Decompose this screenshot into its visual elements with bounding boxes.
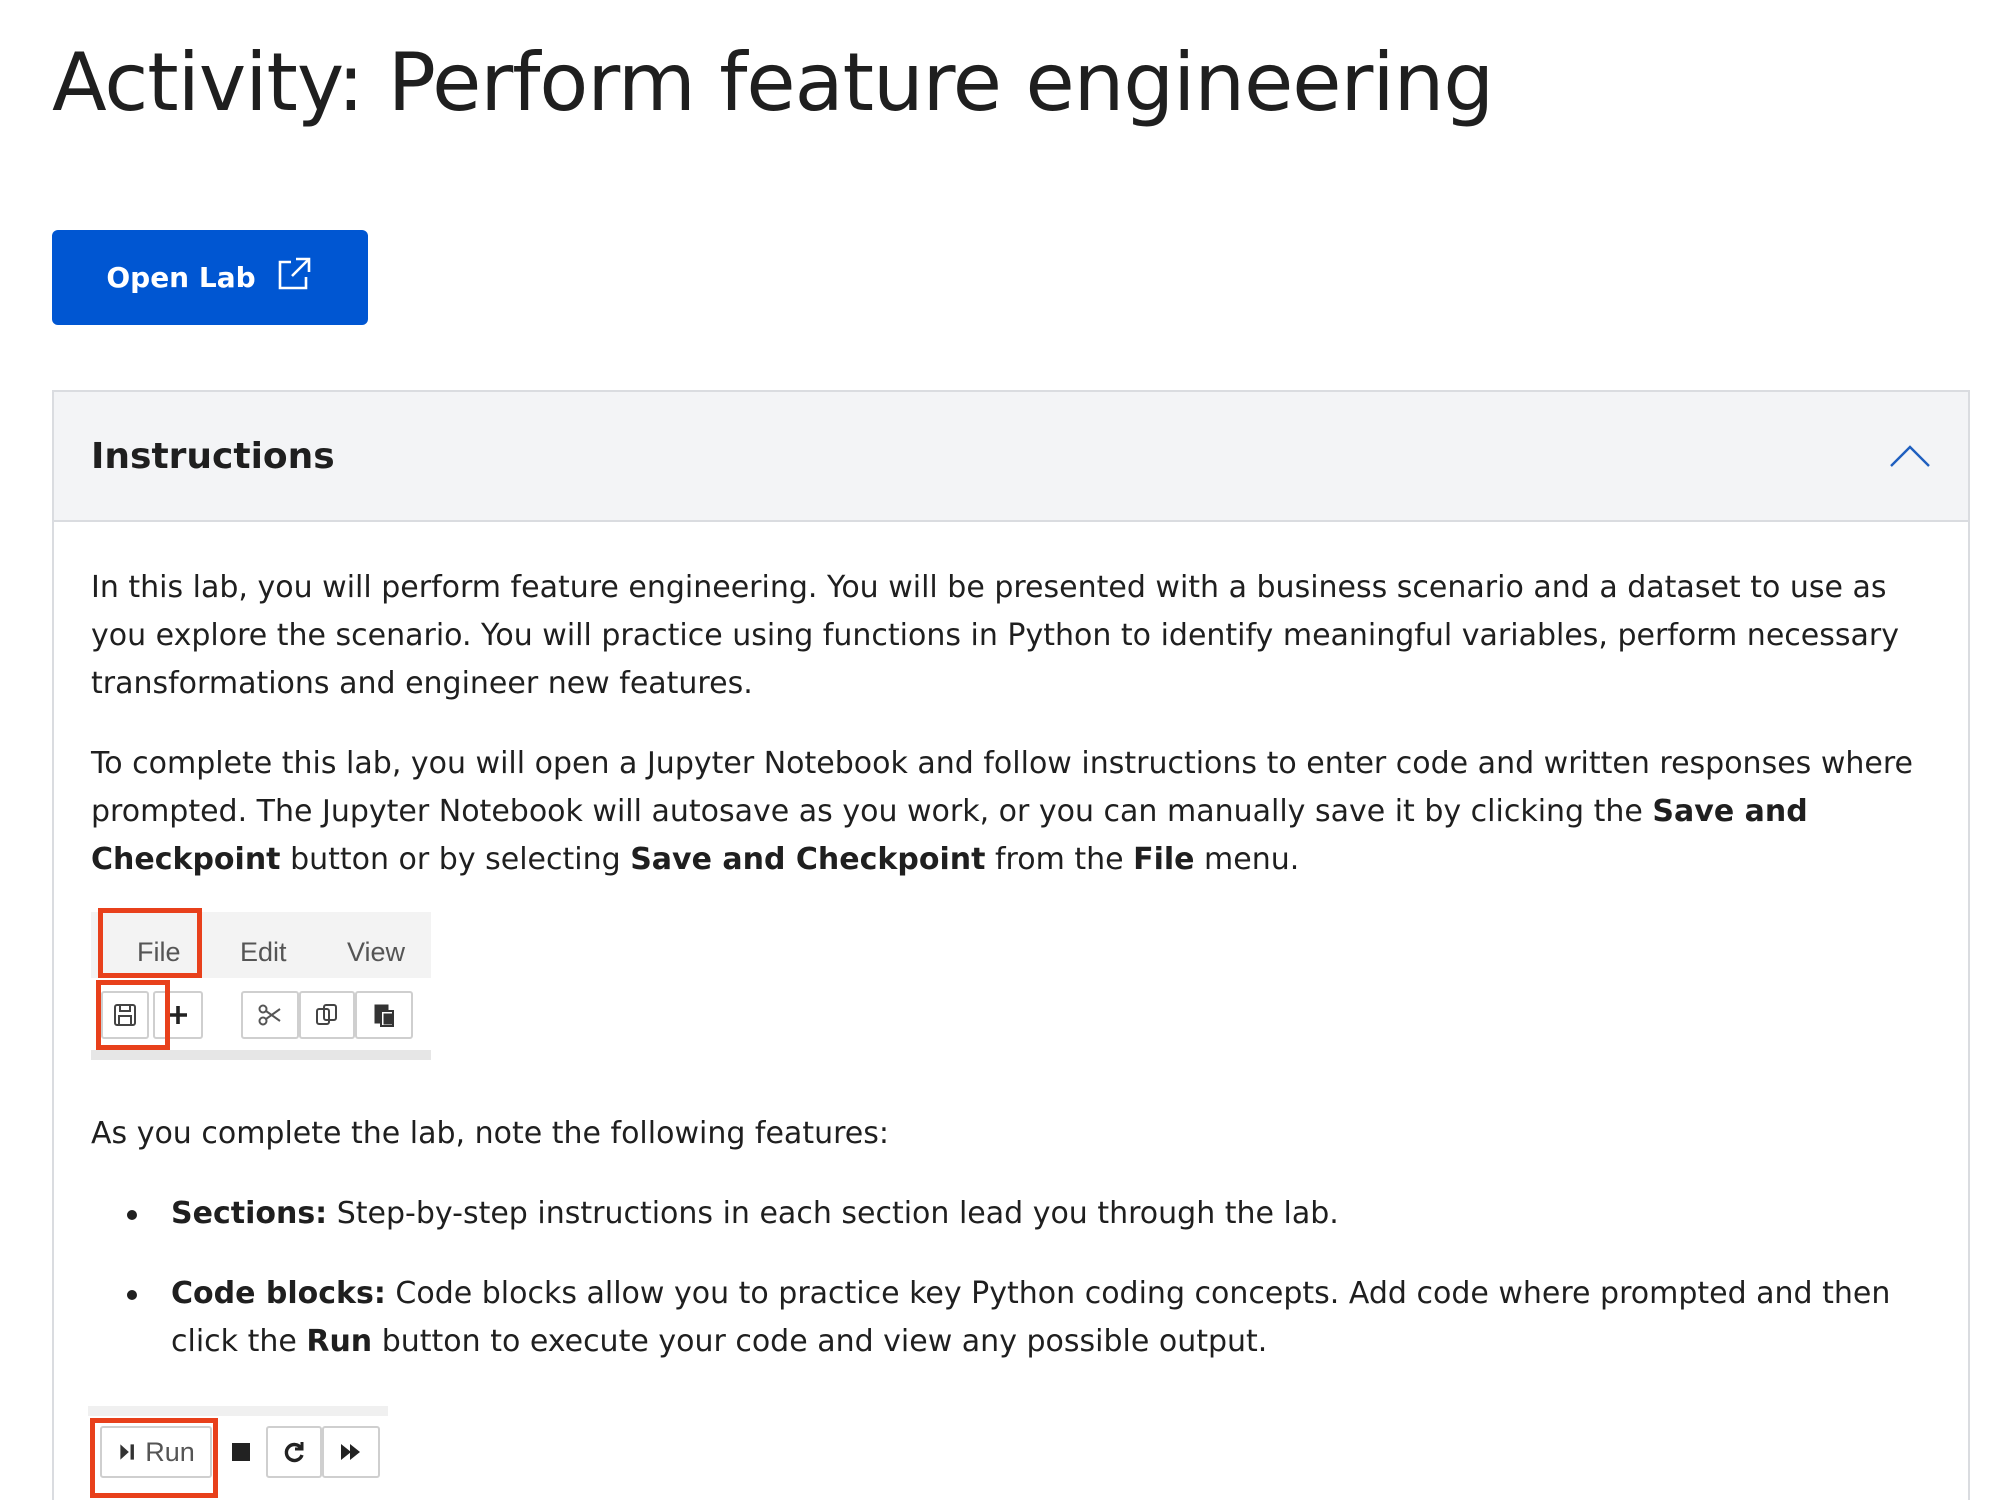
feature-term: Sections:: [171, 1196, 328, 1231]
features-list: [91, 1190, 1941, 1398]
save-and-checkpoint-term: Save and Checkpoint: [91, 794, 1808, 877]
scissors-icon: [241, 991, 299, 1039]
intro-paragraph: In this lab, you will perform feature engineering. You will be presented with a business scenario and a dataset to use as you explore the scenario. You will practice using functions in Python to identify meaningful variables, perform necessary transformations and engineer new features.: [91, 570, 1899, 701]
toolbar-shadow: [91, 1050, 431, 1060]
jupyter-run-toolbar-image: [88, 1406, 388, 1496]
menu-file: File: [137, 937, 181, 967]
restart-icon: [266, 1426, 322, 1478]
instructions-panel: [52, 390, 1970, 1500]
page-title: Activity: Perform feature engineering: [52, 36, 1494, 129]
external-link-icon: [274, 254, 314, 301]
fast-forward-icon: [322, 1426, 380, 1478]
jupyter-menu-image: [91, 912, 431, 1060]
features-intro: As you complete the lab, note the following features:: [91, 1116, 889, 1151]
stop-icon: [216, 1426, 266, 1478]
paste-icon: [355, 991, 413, 1039]
open-lab-label: Open Lab: [106, 261, 256, 294]
run-label: Run: [145, 1437, 195, 1467]
menu-view: View: [347, 937, 406, 967]
save-paragraph: To complete this lab, you will open a Jupyter Notebook and follow instructions to enter code and written responses where prompted. The Jupyter Notebook will autosave as you work, or you can manually save it by clicking the Save and Checkpoint button or by selecting Save and Checkpoint from the File menu.: [91, 746, 1913, 877]
file-menu-term: File: [1133, 842, 1195, 877]
instructions-title: Instructions: [91, 435, 335, 477]
list-item: Code blocks: Code blocks allow you to practice key Python coding concepts. Add code where prompted and then click the Run button to execute your code and view any possible output.: [91, 1270, 1941, 1366]
copy-icon: [299, 991, 355, 1039]
feature-term: Code blocks:: [171, 1276, 386, 1311]
save-highlight-box: [96, 980, 170, 1050]
instructions-header[interactable]: [54, 392, 1968, 522]
save-and-checkpoint-term: Save and Checkpoint: [630, 842, 986, 877]
run-highlight-box: [90, 1418, 218, 1498]
chevron-up-icon[interactable]: [1888, 443, 1932, 469]
run-term: Run: [306, 1324, 373, 1359]
list-item: Sections: Step-by-step instructions in each section lead you through the lab.: [91, 1190, 1941, 1238]
open-lab-button[interactable]: [52, 230, 368, 325]
menu-edit: Edit: [240, 937, 287, 967]
file-highlight-box: [98, 908, 202, 978]
toolbar-shadow: [88, 1406, 388, 1416]
